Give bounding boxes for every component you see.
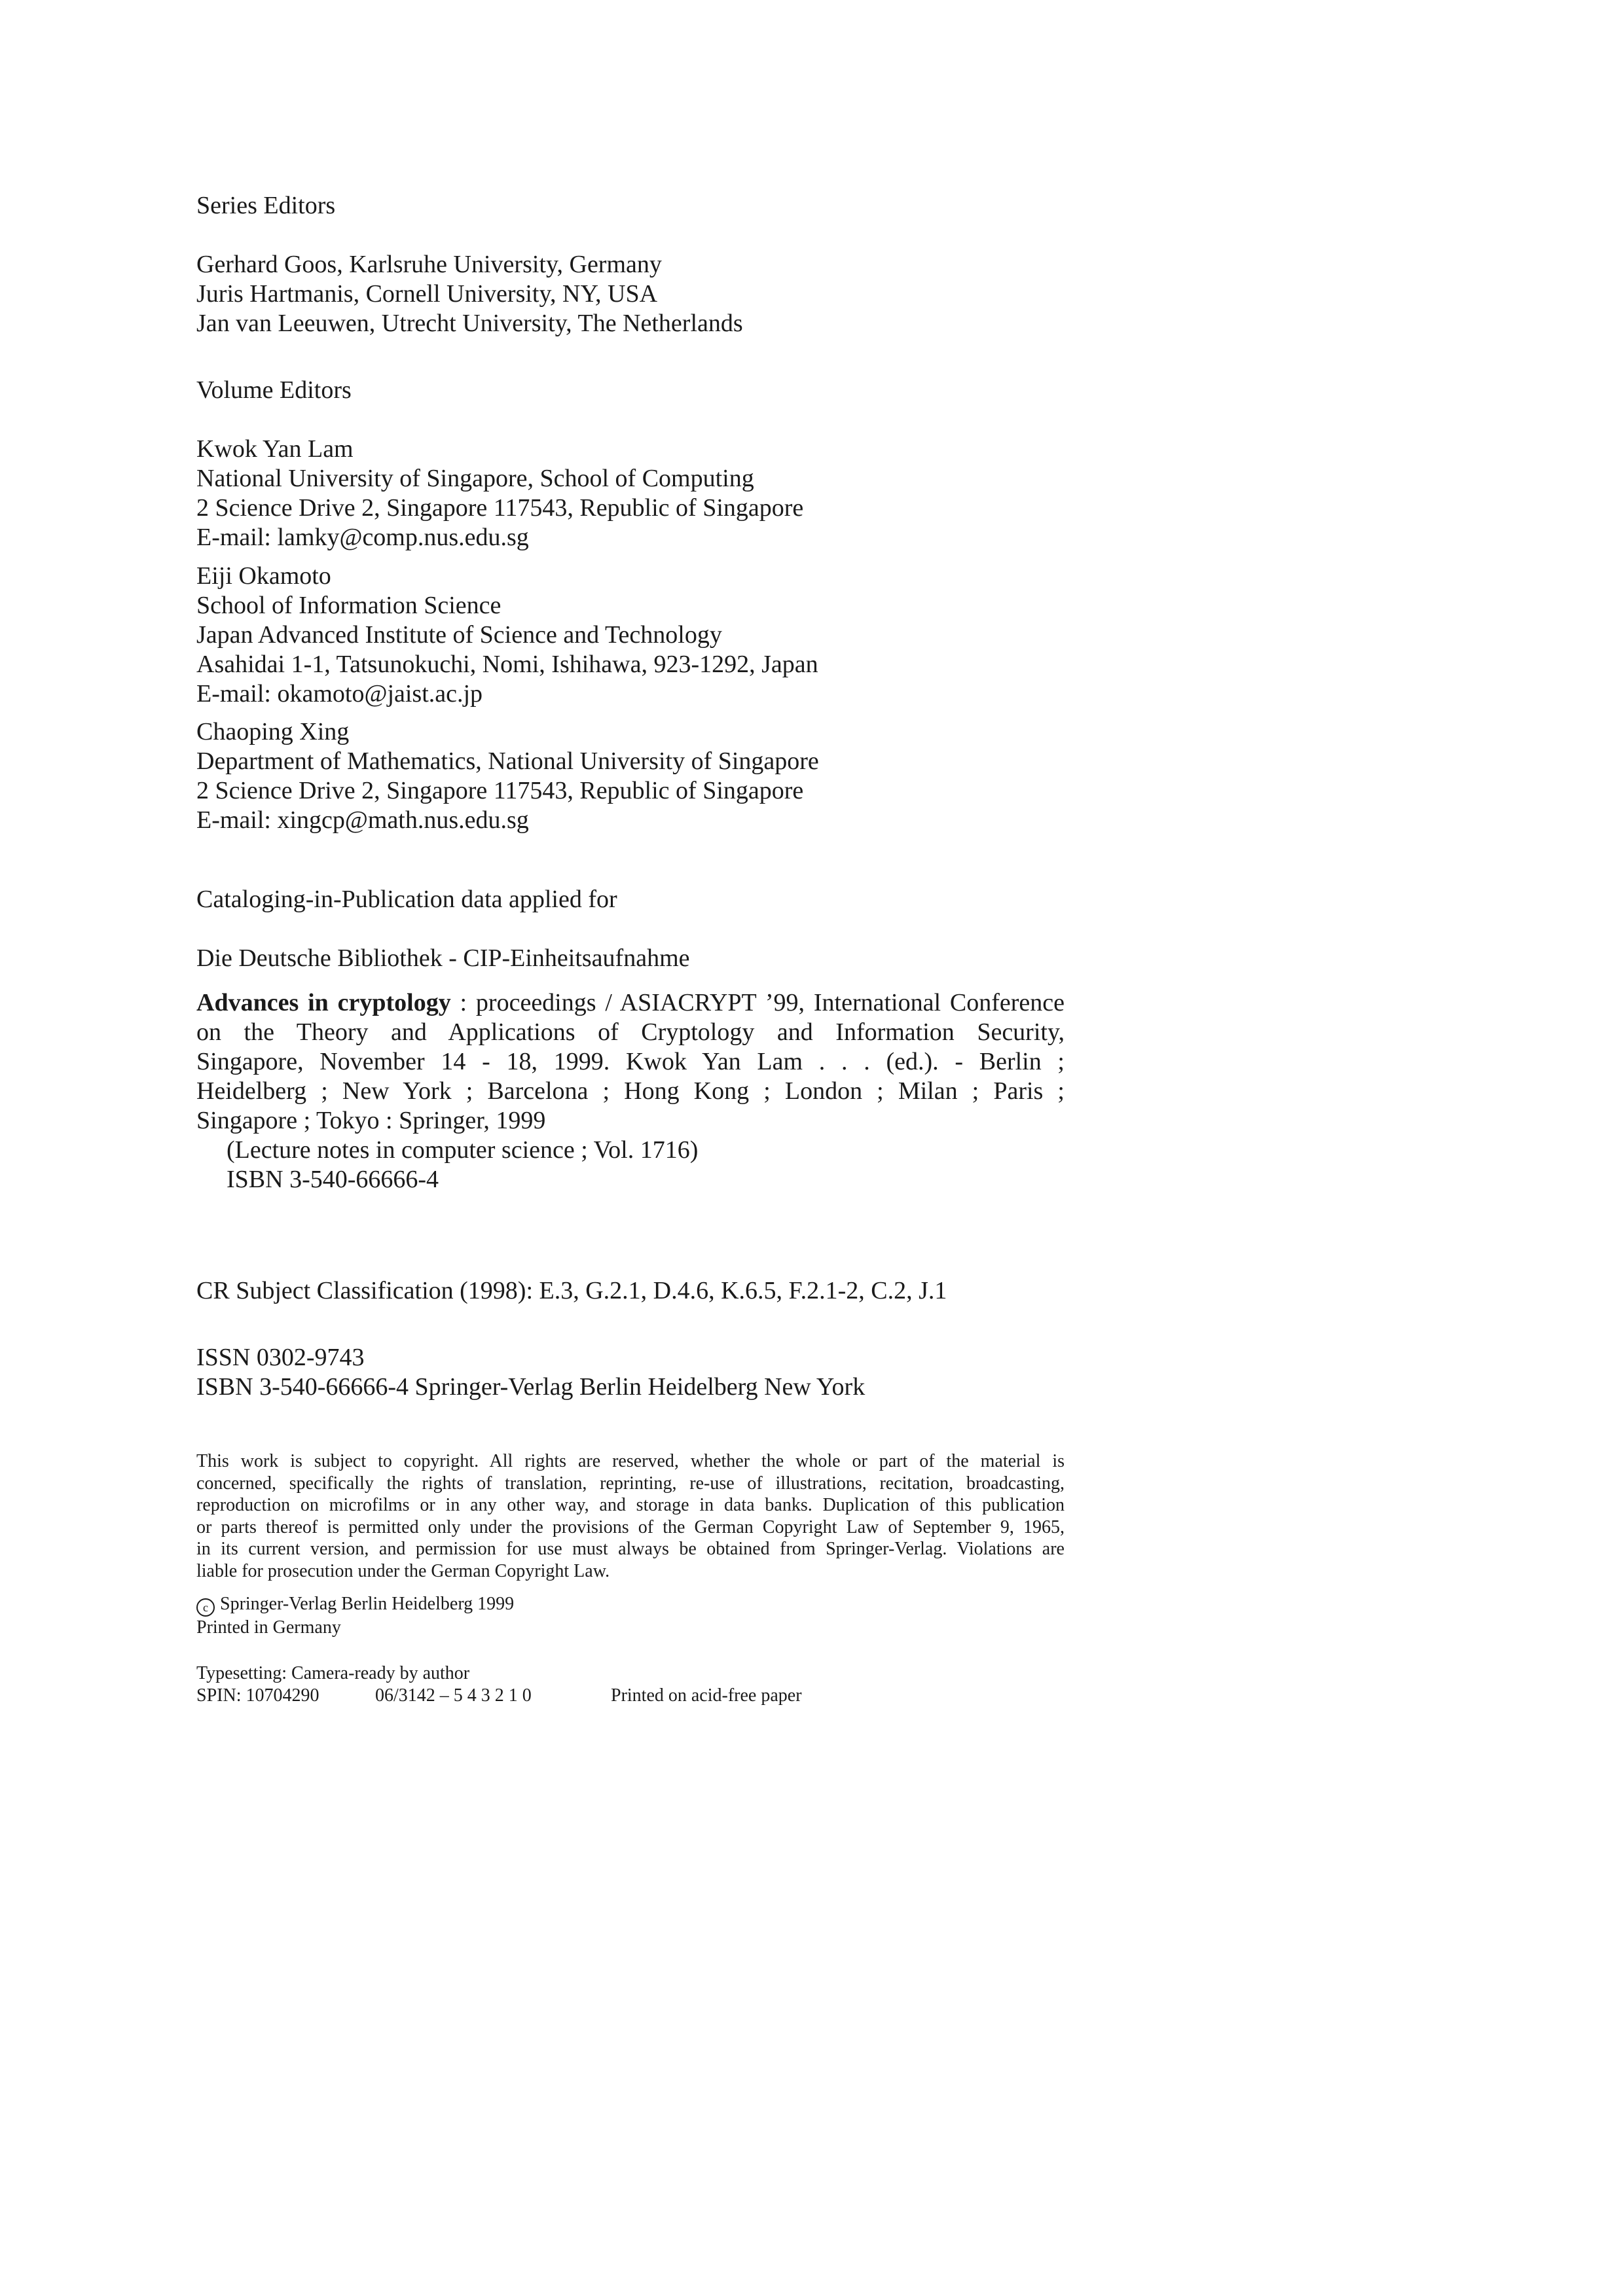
editor-name: Chaoping Xing bbox=[196, 718, 350, 745]
production-info bbox=[196, 1662, 802, 1706]
catalog-series-note: (Lecture notes in computer science ; Vol. 1716) bbox=[227, 1136, 699, 1164]
editor-address: Asahidai 1-1, Tatsunokuchi, Nomi, Ishihawa, 923-1292, Japan bbox=[196, 651, 818, 678]
cr-classification: CR Subject Classification (1998): E.3, G.2.1, D.4.6, K.6.5, F.2.1-2, C.2, J.1 bbox=[196, 1277, 947, 1304]
editor-affiliation: Department of Mathematics, National University of Singapore bbox=[196, 747, 819, 775]
series-editors-heading: Series Editors bbox=[196, 192, 336, 219]
issn: ISSN 0302-9743 bbox=[196, 1344, 365, 1371]
editor-email: E-mail: lamky@comp.nus.edu.sg bbox=[196, 524, 529, 551]
series-editors-list bbox=[196, 250, 743, 338]
isbn: ISBN 3-540-66666-4 Springer-Verlag Berlin Heidelberg New York bbox=[196, 1373, 866, 1401]
copyright-line: reproduction on microfilms or in any other way, and storage in data banks. Duplication of this publication bbox=[196, 1495, 1065, 1515]
identifiers bbox=[196, 1343, 865, 1402]
spin-number: SPIN: 10704290 bbox=[196, 1685, 319, 1706]
editor-email: E-mail: xingcp@math.nus.edu.sg bbox=[196, 806, 529, 834]
spin-line bbox=[196, 1685, 802, 1707]
catalog-title-line: Advances in cryptology : proceedings / ASIACRYPT ’99, International Conference bbox=[196, 989, 1065, 1016]
editor-address: 2 Science Drive 2, Singapore 117543, Republic of Singapore bbox=[196, 494, 804, 522]
series-editor: Gerhard Goos, Karlsruhe University, Germany bbox=[196, 251, 662, 278]
volume-editor-entry bbox=[196, 435, 803, 552]
copyright-line: This work is subject to copyright. All rights are reserved, whether the whole or part of the material is bbox=[196, 1451, 1065, 1471]
paper-note: Printed on acid-free paper bbox=[611, 1685, 802, 1706]
editor-affiliation: Japan Advanced Institute of Science and Technology bbox=[196, 621, 722, 649]
series-editor: Jan van Leeuwen, Utrecht University, The Netherlands bbox=[196, 310, 743, 337]
catalog-line: Singapore, November 14 - 18, 1999. Kwok Yan Lam . . . (ed.). - Berlin ; bbox=[196, 1048, 1065, 1075]
catalog-line: Heidelberg ; New York ; Barcelona ; Hong Kong ; London ; Milan ; Paris ; bbox=[196, 1077, 1065, 1105]
catalog-record bbox=[196, 988, 1065, 1194]
editor-affiliation: School of Information Science bbox=[196, 592, 501, 619]
catalog-line: on the Theory and Applications of Cryptology and Information Security, bbox=[196, 1018, 1065, 1046]
catalog-isbn: ISBN 3-540-66666-4 bbox=[227, 1166, 439, 1193]
cip-note: Cataloging-in-Publication data applied for bbox=[196, 886, 617, 913]
copyright-icon: c bbox=[196, 1598, 215, 1617]
print-code: 06/3142 – 5 4 3 2 1 0 bbox=[375, 1685, 532, 1706]
editor-email: E-mail: okamoto@jaist.ac.jp bbox=[196, 680, 483, 708]
printed-in: Printed in Germany bbox=[196, 1617, 341, 1638]
library-name: Die Deutsche Bibliothek - CIP-Einheitsaufnahme bbox=[196, 944, 690, 972]
copyright-holder: c Springer-Verlag Berlin Heidelberg 1999 Printed in Germany bbox=[196, 1594, 515, 1638]
volume-editors-heading: Volume Editors bbox=[196, 376, 352, 404]
volume-editor-entry bbox=[196, 562, 818, 709]
editor-name: Kwok Yan Lam bbox=[196, 435, 354, 463]
copyright-line: liable for prosecution under the German Copyright Law. bbox=[196, 1560, 610, 1581]
copyright-line: in its current version, and permission for use must always be obtained from Springer-Verlag. Violations are bbox=[196, 1539, 1065, 1559]
editor-address: 2 Science Drive 2, Singapore 117543, Republic of Singapore bbox=[196, 777, 804, 804]
editor-affiliation: National University of Singapore, School of Computing bbox=[196, 465, 754, 492]
typesetting: Typesetting: Camera-ready by author bbox=[196, 1663, 470, 1683]
copyright-notice bbox=[196, 1450, 1065, 1582]
catalog-title: Advances in cryptology bbox=[196, 989, 451, 1016]
editor-name: Eiji Okamoto bbox=[196, 562, 331, 590]
catalog-line: Singapore ; Tokyo : Springer, 1999 bbox=[196, 1107, 546, 1134]
copyright-line: or parts thereof is permitted only under the provisions of the German Copyright Law of September 9, 1965, bbox=[196, 1516, 1065, 1537]
copyright-line: concerned, specifically the rights of translation, reprinting, re-use of illustrations, recitation, broadcasting, bbox=[196, 1473, 1065, 1494]
series-editor: Juris Hartmanis, Cornell University, NY, USA bbox=[196, 280, 658, 308]
volume-editor-entry bbox=[196, 717, 819, 835]
